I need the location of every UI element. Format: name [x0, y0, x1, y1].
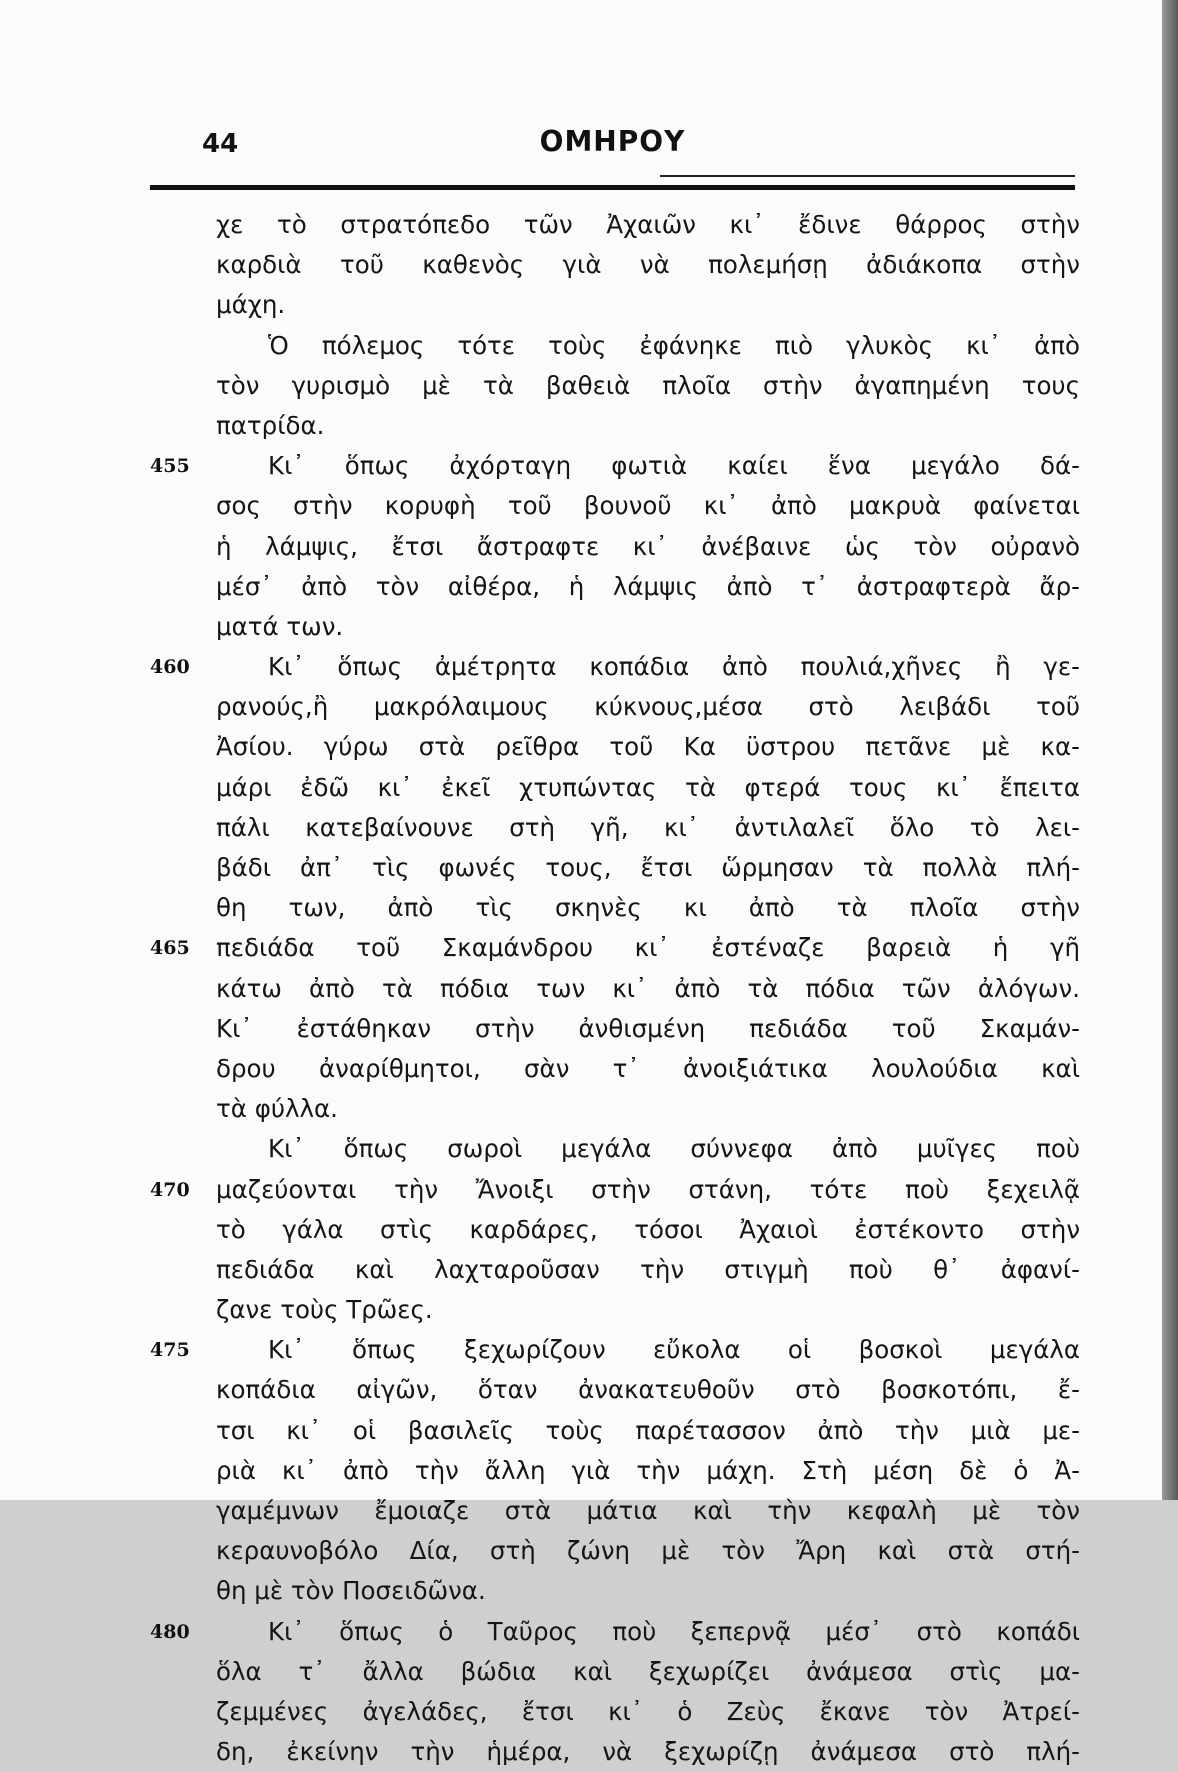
text-line [150, 1250, 1080, 1290]
line-text: τὸ γάλα στὶς καρδάρες, τόσοι Ἀχαιοὶ ἐστέκοντο στὴν [216, 1214, 1080, 1244]
line-text: θη μὲ τὸν Ποσειδῶνα. [216, 1576, 486, 1606]
line-number: 455 [150, 455, 190, 478]
page-number: 44 [202, 129, 239, 159]
line-text: τὰ φύλλα. [216, 1094, 338, 1124]
text-line [150, 1210, 1080, 1250]
text-line [150, 928, 1080, 968]
line-text: γαμέμνων ἔμοιαζε στὰ μάτια καὶ τὴν κεφαλὴ μὲ τὸν [216, 1496, 1080, 1525]
line-text: ὅλα τ᾿ ἄλλα βώδια καὶ ξεχωρίζει ἀνάμεσα στὶς μα- [216, 1656, 1080, 1686]
text-line [150, 567, 1080, 607]
text-line [150, 647, 1080, 687]
text-line [150, 1652, 1080, 1692]
text-line [150, 527, 1080, 567]
line-text: μάχη. [216, 290, 286, 320]
line-text: πεδιάδα τοῦ Σκαμάνδρου κι᾿ ἐστέναζε βαρειὰ ἡ γῆ [216, 933, 1080, 963]
text-line [150, 406, 1080, 446]
text-line [150, 486, 1080, 526]
text-line [150, 326, 1080, 366]
text-line [150, 1170, 1080, 1210]
text-line [150, 808, 1080, 848]
text-line [150, 687, 1080, 727]
line-text: Ὁ πόλεμος τότε τοὺς ἐφάνηκε πιὸ γλυκὸς κι᾿ ἀπὸ [268, 330, 1080, 360]
line-number: 460 [150, 656, 190, 679]
text-line [150, 285, 1080, 325]
line-text: καρδιὰ τοῦ καθενὸς γιὰ νὰ πολεμήσῃ ἀδιάκοπα στὴν [216, 250, 1080, 280]
text-line [150, 969, 1080, 1009]
text-line [150, 1571, 1080, 1611]
text-line [150, 848, 1080, 888]
body-text [150, 205, 1080, 1772]
running-title: ΟΜΗΡΟΥ [539, 125, 686, 158]
text-line [150, 1732, 1080, 1772]
line-text: πάλι κατεβαίνουνε στὴ γῆ, κι᾿ ἀντιλαλεῖ ὅλο τὸ λει- [216, 812, 1080, 842]
line-number: 480 [150, 1620, 190, 1643]
text-line [150, 888, 1080, 928]
text-line [150, 366, 1080, 406]
text-line [150, 1692, 1080, 1732]
line-number: 465 [150, 937, 190, 960]
header-rule-thick [150, 185, 1075, 190]
line-text: μάρι ἐδῶ κι᾿ ἐκεῖ χτυπώντας τὰ φτερά τους κι᾿ ἔπειτα [216, 772, 1080, 802]
line-text: τὸν γυρισμὸ μὲ τὰ βαθειὰ πλοῖα στὴν ἀγαπημένη τους [216, 370, 1080, 400]
text-line [150, 768, 1080, 808]
text-line [150, 1129, 1080, 1169]
text-line [150, 1531, 1080, 1571]
page-header [150, 115, 1075, 195]
text-line [150, 607, 1080, 647]
text-line [150, 1491, 1080, 1531]
line-number: 470 [150, 1178, 190, 1201]
header-rule-thin [660, 175, 1075, 177]
text-line [150, 1451, 1080, 1491]
line-text: Ἀσίου. γύρω στὰ ρεῖθρα τοῦ Κα ϋστρου πετᾶνε μὲ κα- [216, 732, 1080, 762]
line-text: θη των, ἀπὸ τὶς σκηνὲς κι ἀπὸ τὰ πλοῖα στὴν [216, 893, 1080, 923]
text-line [150, 1009, 1080, 1049]
line-text: χε τὸ στρατόπεδο τῶν Ἀχαιῶν κι᾿ ἔδινε θάρρος στὴν [216, 210, 1080, 239]
line-text: σος στὴν κορυφὴ τοῦ βουνοῦ κι᾿ ἀπὸ μακρυὰ φαίνεται [216, 491, 1080, 521]
line-text: βάδι ἀπ᾿ τὶς φωνές τους, ἔτσι ὥρμησαν τὰ πολλὰ πλή- [216, 853, 1080, 882]
text-line [150, 1411, 1080, 1451]
line-text: Κι᾿ ὅπως ὁ Ταῦρος ποὺ ξεπερνᾷ μέσ᾿ στὸ κοπάδι [268, 1616, 1080, 1646]
text-line [150, 1330, 1080, 1370]
text-line [150, 446, 1080, 486]
line-text: κάτω ἀπὸ τὰ πόδια των κι᾿ ἀπὸ τὰ πόδια τῶν ἀλόγων. [216, 973, 1080, 1003]
line-text: ζανε τοὺς Τρῶες. [216, 1295, 433, 1325]
line-text: Κι᾿ ὅπως ἀχόρταγη φωτιὰ καίει ἕνα μεγάλο δά- [268, 451, 1080, 481]
line-text: κεραυνοβόλο Δία, στὴ ζώνη μὲ τὸν Ἄρη καὶ στὰ στή- [216, 1536, 1080, 1566]
line-text: πατρίδα. [216, 410, 325, 440]
text-line [150, 1049, 1080, 1089]
line-text: κοπάδια αἰγῶν, ὅταν ἀνακατευθοῦν στὸ βοσκοτόπι, ἔ- [216, 1375, 1080, 1405]
line-text: ριὰ κι᾿ ἀπὸ τὴν ἄλλη γιὰ τὴν μάχη. Στὴ μέση δὲ ὁ Ἀ- [216, 1455, 1080, 1485]
line-text: Κι᾿ ὅπως ἀμέτρητα κοπάδια ἀπὸ πουλιά,χῆνες ἢ γε- [268, 652, 1080, 682]
line-text: δρου ἀναρίθμητοι, σὰν τ᾿ ἀνοιξιάτικα λουλούδια καὶ [216, 1053, 1080, 1083]
text-line [150, 1370, 1080, 1410]
binding-edge [1162, 0, 1178, 1500]
line-text: ἡ λάμψις, ἔτσι ἄστραφτε κι᾿ ἀνέβαινε ὡς τὸν οὐρανὸ [216, 531, 1080, 561]
line-text: μαζεύονται τὴν Ἄνοιξι στὴν στάνη, τότε ποὺ ξεχειλᾷ [216, 1174, 1080, 1204]
line-number: 475 [150, 1339, 190, 1362]
line-text: Κι᾿ ὅπως σωροὶ μεγάλα σύννεφα ἀπὸ μυῖγες ποὺ [268, 1134, 1080, 1164]
text-line [150, 1612, 1080, 1652]
line-text: ζεμμένες ἀγελάδες, ἔτσι κι᾿ ὁ Ζεὺς ἔκανε τὸν Ἀτρεί- [216, 1696, 1080, 1726]
text-line [150, 727, 1080, 767]
line-text: ρανούς,ἢ μακρόλαιμους κύκνους,μέσα στὸ λειβάδι τοῦ [216, 692, 1080, 722]
line-text: πεδιάδα καὶ λαχταροῦσαν τὴν στιγμὴ ποὺ θ᾿ ἀφανί- [216, 1254, 1080, 1284]
text-line [150, 205, 1080, 245]
text-line [150, 1290, 1080, 1330]
line-text: τσι κι᾿ οἱ βασιλεῖς τοὺς παρέτασσον ἀπὸ τὴν μιὰ με- [216, 1415, 1080, 1445]
text-line [150, 1089, 1080, 1129]
line-text: μέσ᾿ ἀπὸ τὸν αἰθέρα, ἡ λάμψις ἀπὸ τ᾿ ἀστραφτερὰ ἄρ- [216, 571, 1080, 601]
line-text: Κι᾿ ὅπως ξεχωρίζουν εὔκολα οἱ βοσκοὶ μεγάλα [268, 1335, 1080, 1365]
line-text: δη, ἐκείνην τὴν ἡμέρα, νὰ ξεχωρίζῃ ἀνάμεσα στὸ πλή- [216, 1737, 1080, 1767]
line-text: Κι᾿ ἐστάθηκαν στὴν ἀνθισμένη πεδιάδα τοῦ Σκαμάν- [216, 1013, 1080, 1043]
text-line [150, 245, 1080, 285]
line-text: ματά των. [216, 611, 344, 641]
